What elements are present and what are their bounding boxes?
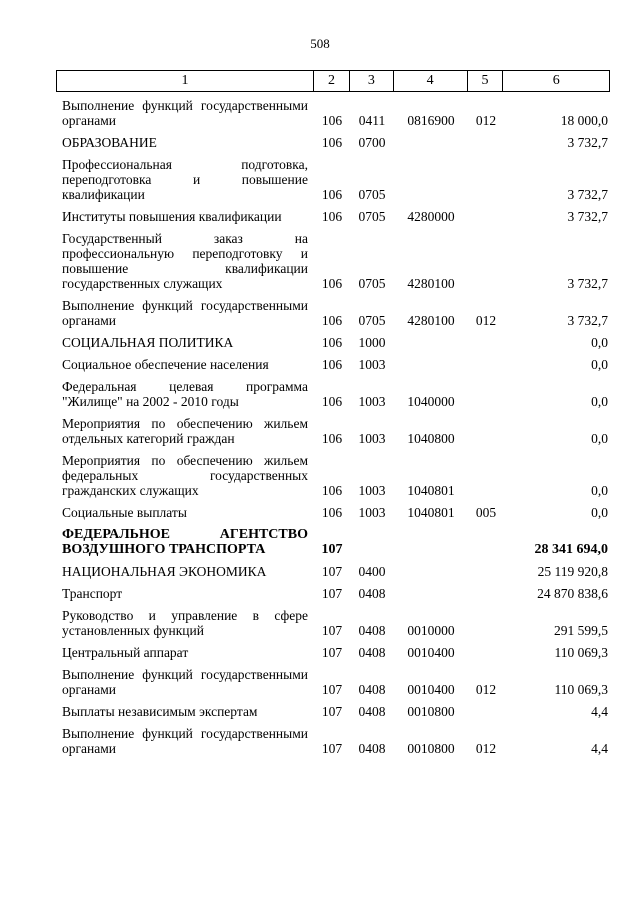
row-section-code: 0408	[358, 741, 386, 756]
row-ministry-code: 106	[321, 113, 343, 128]
table-row	[56, 586, 610, 601]
row-ministry-code: 106	[321, 209, 343, 224]
row-article-code: 4280000	[407, 209, 455, 224]
row-article-code: 0816900	[407, 113, 455, 128]
row-name: СОЦИАЛЬНАЯ ПОЛИТИКА	[62, 335, 234, 350]
row-ministry-code: 106	[321, 357, 343, 372]
row-amount: 0,0	[591, 431, 608, 446]
row-name: Мероприятия по обеспечению жильем федеральных государственных гражданских служащих	[62, 453, 308, 498]
row-ministry-code: 107	[321, 682, 343, 697]
row-section-code: 0700	[358, 135, 386, 150]
row-amount: 3 732,7	[567, 187, 608, 202]
row-name: НАЦИОНАЛЬНАЯ ЭКОНОМИКА	[62, 564, 267, 579]
row-amount: 18 000,0	[560, 113, 608, 128]
row-amount: 3 732,7	[567, 313, 608, 328]
row-article-code: 0010800	[407, 704, 455, 719]
row-amount: 291 599,5	[554, 623, 608, 638]
row-ministry-code: 107	[321, 704, 343, 719]
table-row	[56, 416, 610, 446]
row-section-code: 0411	[358, 113, 386, 128]
row-amount: 0,0	[591, 483, 608, 498]
budget-table-body	[56, 98, 610, 763]
row-article-code: 1040800	[407, 431, 455, 446]
row-name: ОБРАЗОВАНИЕ	[62, 135, 157, 150]
row-amount: 4,4	[591, 741, 608, 756]
header-col-3: 3	[350, 71, 394, 91]
row-ministry-code: 107	[321, 645, 343, 660]
row-name: Государственный заказ на профессиональную переподготовку и повышение квалификации государственных служащих	[62, 231, 308, 291]
row-section-code: 1003	[358, 394, 386, 409]
row-section-code: 0705	[358, 187, 386, 202]
header-col-4: 4	[394, 71, 468, 91]
row-article-code: 0010400	[407, 682, 455, 697]
row-section-code: 0408	[358, 645, 386, 660]
row-amount: 0,0	[591, 335, 608, 350]
row-ministry-code: 107	[321, 564, 343, 579]
row-name: Выполнение функций государственными органами	[62, 98, 308, 128]
table-row	[56, 298, 610, 328]
row-ministry-code: 106	[321, 483, 343, 498]
row-ministry-code: 107	[321, 623, 343, 638]
table-row	[56, 527, 610, 557]
table-row	[56, 209, 610, 224]
row-ministry-code: 106	[321, 187, 343, 202]
row-article-code: 4280100	[407, 276, 455, 291]
row-name: Мероприятия по обеспечению жильем отдельных категорий граждан	[62, 416, 308, 446]
row-article-code: 1040000	[407, 394, 455, 409]
row-amount: 0,0	[591, 505, 608, 520]
row-amount: 24 870 838,6	[537, 586, 608, 601]
table-row	[56, 505, 610, 520]
table-row	[56, 157, 610, 202]
row-amount: 3 732,7	[567, 276, 608, 291]
table-row	[56, 335, 610, 350]
header-col-1: 1	[57, 71, 314, 91]
row-name: Профессиональная подготовка, переподготовка и повышение квалификации	[62, 157, 308, 202]
row-ministry-code: 107	[321, 586, 343, 601]
row-article-code: 1040801	[407, 505, 455, 520]
row-amount: 0,0	[591, 357, 608, 372]
row-expense-type: 012	[475, 313, 497, 328]
row-name: Социальное обеспечение населения	[62, 357, 269, 372]
table-row	[56, 726, 610, 756]
row-name: Транспорт	[62, 586, 123, 601]
row-section-code: 0408	[358, 682, 386, 697]
row-ministry-code: 107	[321, 741, 343, 756]
row-section-code: 1000	[358, 335, 386, 350]
row-expense-type: 012	[475, 741, 497, 756]
row-section-code: 0705	[358, 276, 386, 291]
row-ministry-code: 106	[321, 505, 343, 520]
row-amount: 4,4	[591, 704, 608, 719]
header-col-2: 2	[314, 71, 350, 91]
table-row	[56, 704, 610, 719]
header-col-5: 5	[468, 71, 504, 91]
row-section-code: 0705	[358, 209, 386, 224]
row-section-code: 1003	[358, 357, 386, 372]
row-ministry-code: 106	[321, 431, 343, 446]
row-amount: 3 732,7	[567, 209, 608, 224]
row-article-code: 1040801	[407, 483, 455, 498]
row-name: Выполнение функций государственными органами	[62, 298, 308, 328]
table-row	[56, 608, 610, 638]
row-ministry-code: 106	[321, 335, 343, 350]
row-name: Выполнение функций государственными органами	[62, 667, 308, 697]
table-row	[56, 667, 610, 697]
row-section-code: 1003	[358, 483, 386, 498]
table-header	[56, 70, 610, 92]
row-name: Институты повышения квалификации	[62, 209, 282, 224]
row-section-code: 0705	[358, 313, 386, 328]
row-ministry-code: 107	[321, 542, 343, 557]
row-article-code: 0010400	[407, 645, 455, 660]
header-col-6: 6	[552, 73, 560, 88]
row-amount: 25 119 920,8	[537, 564, 608, 579]
row-amount: 3 732,7	[567, 135, 608, 150]
row-expense-type: 005	[475, 505, 497, 520]
row-amount: 28 341 694,0	[534, 542, 608, 557]
row-name: ФЕДЕРАЛЬНОЕ АГЕНТСТВО ВОЗДУШНОГО ТРАНСПОРТА	[62, 527, 308, 557]
row-amount: 110 069,3	[554, 645, 608, 660]
row-amount: 0,0	[591, 394, 608, 409]
table-row	[56, 379, 610, 409]
row-name: Выполнение функций государственными органами	[62, 726, 308, 756]
row-ministry-code: 106	[321, 135, 343, 150]
row-name: Федеральная целевая программа "Жилище" на 2002 - 2010 годы	[62, 379, 308, 409]
row-ministry-code: 106	[321, 394, 343, 409]
row-section-code: 1003	[358, 505, 386, 520]
page-number: 508	[310, 36, 330, 51]
row-section-code: 0400	[358, 564, 386, 579]
table-row	[56, 453, 610, 498]
table-row	[56, 645, 610, 660]
row-amount: 110 069,3	[554, 682, 608, 697]
table-row	[56, 98, 610, 128]
row-name: Выплаты независимым экспертам	[62, 704, 258, 719]
row-section-code: 0408	[358, 586, 386, 601]
table-row	[56, 564, 610, 579]
row-article-code: 0010000	[407, 623, 455, 638]
row-name: Социальные выплаты	[62, 505, 187, 520]
row-ministry-code: 106	[321, 276, 343, 291]
row-article-code: 4280100	[407, 313, 455, 328]
row-name: Руководство и управление в сфере установленных функций	[62, 608, 308, 638]
row-section-code: 1003	[358, 431, 386, 446]
row-section-code: 0408	[358, 704, 386, 719]
row-expense-type: 012	[475, 682, 497, 697]
table-row	[56, 231, 610, 291]
table-row	[56, 357, 610, 372]
row-expense-type: 012	[475, 113, 497, 128]
row-section-code: 0408	[358, 623, 386, 638]
table-row	[56, 135, 610, 150]
row-name: Центральный аппарат	[62, 645, 189, 660]
row-ministry-code: 106	[321, 313, 343, 328]
row-article-code: 0010800	[407, 741, 455, 756]
